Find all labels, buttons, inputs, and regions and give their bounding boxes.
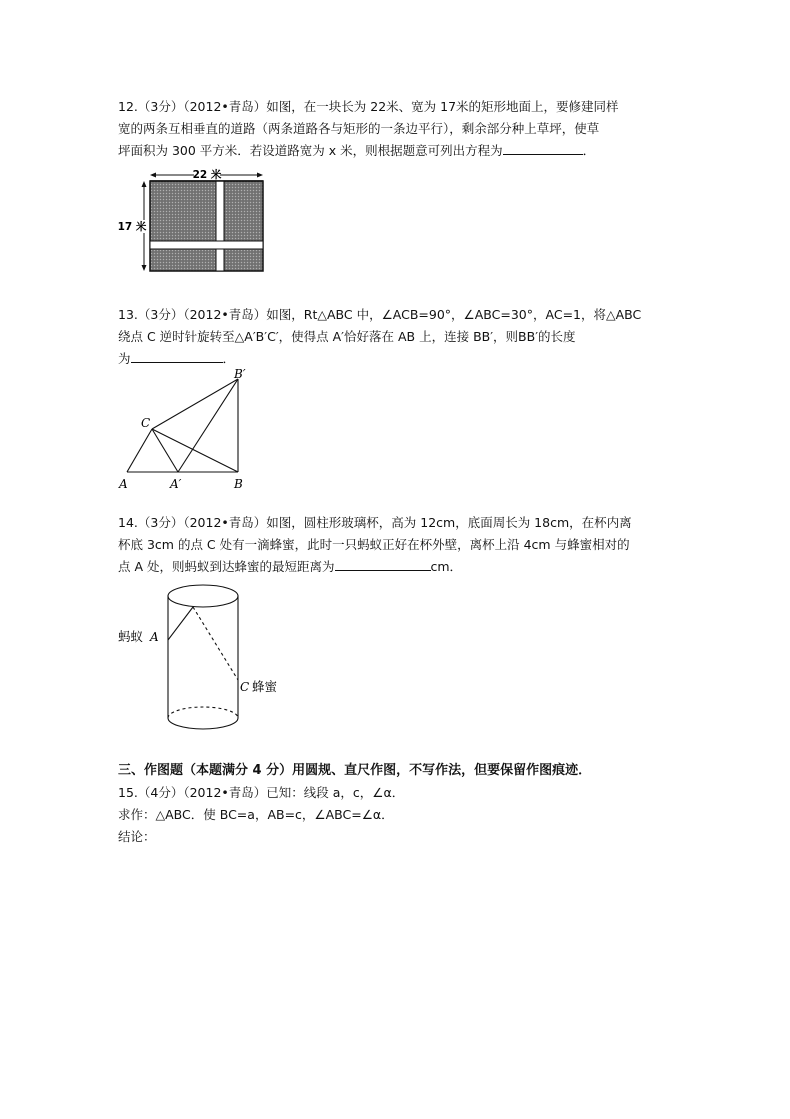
section-3-heading: 三、作图题（本题满分 4 分）用圆规、直尺作图，不写作法，但要保留作图痕迹． [118, 763, 592, 778]
q12-line-3 [118, 142, 595, 160]
q13-label-b: B [234, 477, 243, 491]
q13-label-c: C [141, 416, 151, 430]
q14-line-2: 杯底 3cm 的点 C 处有一滴蜂蜜，此时一只蚂蚁正好在杯外壁，离杯上沿 4cm 与蜂蜜相对的 [118, 537, 630, 552]
q13-line-1: 13.（3分）（2012•青岛）如图，Rt△ABC 中，∠ACB=90°，∠ABC=30°，AC=1，将△ABC [118, 307, 642, 322]
q14-line-3-end: cm． [430, 559, 463, 574]
q12-answer-blank[interactable] [503, 142, 583, 155]
q12-road-horizontal [150, 241, 263, 249]
q14-line-1: 14.（3分）（2012•青岛）如图，圆柱形玻璃杯，高为 12cm，底面周长为 18cm，在杯内离 [118, 515, 632, 530]
q13-line-3 [118, 350, 235, 368]
q13-segment-cb-prime [152, 379, 238, 429]
q14-point-a-label: A [150, 630, 159, 644]
q13-segment-a-prime-b-prime [178, 379, 238, 472]
q14-line-3-text: 点 A 处，则蚂蚁到达蜂蜜的最短距离为 [118, 559, 335, 574]
q15-conclusion-label: 结论： [118, 829, 156, 844]
q13-line-3-text: 为 [118, 351, 131, 366]
q12-line-3-text: 坪面积为 300 平方米．若设道路宽为 x 米，则根据题意可列出方程为 [118, 143, 503, 158]
q12-line-3-end: ． [582, 143, 596, 158]
q14-answer-blank[interactable] [335, 558, 431, 571]
q13-label-a: A [119, 477, 128, 491]
q12-line-2: 宽的两条互相垂直的道路（两条道路各与矩形的一条边平行），剩余部分种上草坪，使草 [118, 121, 600, 136]
q13-answer-blank[interactable] [131, 350, 223, 363]
q15-line-2: 求作：△ABC．使 BC=a，AB=c，∠ABC=∠α． [118, 807, 394, 822]
q13-label-b-prime: B′ [234, 367, 246, 381]
q12-road-vertical [216, 181, 224, 271]
q13-label-a-prime: A′ [170, 477, 182, 491]
q15-line-1: 15.（4分）（2012•青岛）已知：线段 a，c，∠α． [118, 785, 405, 800]
q14-cylinder-top [168, 585, 238, 607]
q14-cylinder-bottom-front [168, 718, 238, 729]
q13-line-3-end: ． [222, 351, 236, 366]
q13-figure [115, 367, 265, 492]
q14-point-c-label: C [240, 680, 250, 694]
q12-height-label: 17 米 [117, 221, 147, 233]
q14-path-a-to-rim [168, 607, 193, 640]
q12-figure [118, 166, 278, 276]
q14-cylinder-bottom-back [168, 707, 238, 718]
q14-ant-label: 蚂蚁 [118, 629, 144, 644]
q13-segment-ca [127, 429, 152, 472]
q14-honey-label: 蜂蜜 [252, 679, 278, 694]
q14-figure [118, 582, 298, 732]
q12-line-1: 12.（3分）（2012•青岛）如图，在一块长为 22米、宽为 17米的矩形地面上，要修建同样 [118, 99, 619, 114]
q14-line-3 [118, 558, 462, 576]
q14-path-rim-to-c [193, 607, 238, 680]
q12-field-rect [150, 181, 263, 271]
q12-width-label: 22 米 [192, 169, 222, 181]
q13-line-2: 绕点 C 逆时针旋转至△A′B′C′，使得点 A′恰好落在 AB 上，连接 BB′，则BB′的长度 [118, 329, 576, 344]
